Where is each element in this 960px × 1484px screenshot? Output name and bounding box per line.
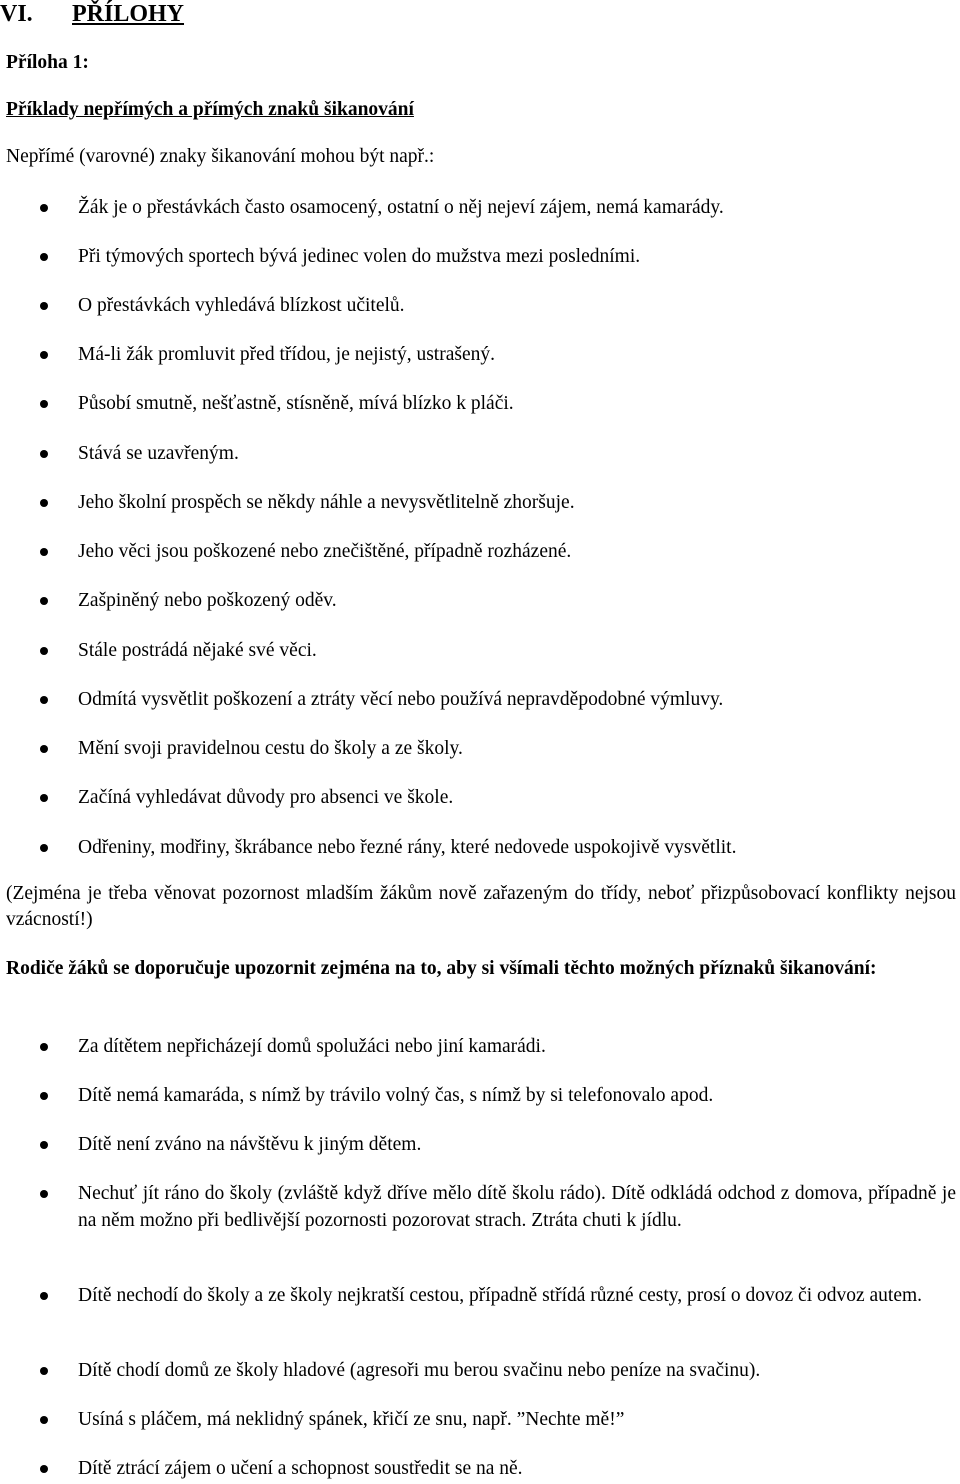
section-heading: [0, 1, 960, 31]
bullet-icon: [40, 647, 48, 655]
bullet-icon: [40, 499, 48, 507]
list-item-text: Dítě nemá kamaráda, s nímž by trávilo volný čas, s nímž by si telefonovalo apod.: [78, 1085, 714, 1106]
bullet-icon: [40, 351, 48, 359]
list-item-text: Nechuť jít ráno do školy (zvláště když dříve mělo dítě školu rádo). Dítě odkládá odchod z domova, případně je na něm možno při bedlivější pozornosti pozorovat strach. Ztráta chuti k jídlu.: [78, 1183, 956, 1231]
list-item-text: Odřeniny, modřiny, škrábance nebo řezné rány, které nedovede uspokojivě vysvětlit.: [78, 837, 737, 858]
bullet-icon: [40, 1092, 48, 1100]
list-item-text: Jeho věci jsou poškozené nebo znečištěné, případně rozházené.: [78, 541, 572, 562]
list-item-text: O přestávkách vyhledává blízkost učitelů.: [78, 295, 405, 316]
bullet-icon: [40, 745, 48, 753]
bullet-icon: [40, 253, 48, 261]
bullet-icon: [40, 597, 48, 605]
list-item-text: Dítě není zváno na návštěvu k jiným dětem.: [78, 1134, 422, 1155]
bullet-icon: [40, 1465, 48, 1473]
bullet-icon: [40, 696, 48, 704]
list-item-text: Jeho školní prospěch se někdy náhle a nevysvětlitelně zhoršuje.: [78, 492, 575, 513]
list-item-text: Dítě chodí domů ze školy hladové (agresoři mu berou svačinu nebo peníze na svačinu).: [78, 1360, 761, 1381]
list-item-text: Dítě nechodí do školy a ze školy nejkratší cestou, případně střídá různé cesty, prosí o dovoz či odvoz autem.: [78, 1285, 923, 1306]
bullet-icon: [40, 548, 48, 556]
bullet-icon: [40, 1141, 48, 1149]
list-item-text: Při týmových sportech bývá jedinec volen do mužstva mezi posledními.: [78, 246, 641, 267]
list-item-text: Začíná vyhledávat důvody pro absenci ve škole.: [78, 787, 454, 808]
bullet-icon: [40, 302, 48, 310]
bullet-icon: [40, 1043, 48, 1051]
appendix-title: Příklady nepřímých a přímých znaků šikanování: [6, 99, 414, 120]
bullet-icon: [40, 1190, 48, 1198]
appendix-label: Příloha 1:: [6, 52, 89, 73]
list-item-text: Žák je o přestávkách často osamocený, ostatní o něj nejeví zájem, nemá kamarády.: [78, 197, 724, 218]
bullet-icon: [40, 794, 48, 802]
note-paragraph: (Zejména je třeba věnovat pozornost mladším žákům nově zařazeným do třídy, neboť přizpůsobovací konflikty nejsou vzácností!): [6, 883, 956, 930]
bullet-icon: [40, 844, 48, 852]
bullet-icon: [40, 1367, 48, 1375]
list-item-text: Zašpiněný nebo poškozený oděv.: [78, 590, 337, 611]
list-item-text: Stává se uzavřeným.: [78, 443, 239, 464]
list-item-text: Odmítá vysvětlit poškození a ztráty věcí nebo používá nepravděpodobné výmluvy.: [78, 689, 724, 710]
list-item-text: Za dítětem nepřicházejí domů spolužáci nebo jiní kamarádi.: [78, 1036, 546, 1057]
list-item-text: Usíná s pláčem, má neklidný spánek, křičí ze snu, např. ”Nechte mě!”: [78, 1409, 625, 1430]
list-item-text: Působí smutně, nešťastně, stísněně, mívá blízko k pláči.: [78, 393, 514, 414]
bullet-icon: [40, 400, 48, 408]
bullet-icon: [40, 450, 48, 458]
parents-heading: Rodiče žáků se doporučuje upozornit zejména na to, aby si všímali těchto možných příznaků šikanování:: [6, 958, 877, 979]
bullet-icon: [40, 204, 48, 212]
bullet-icon: [40, 1292, 48, 1300]
section-number: VI.: [0, 1, 33, 27]
list-item-text: Dítě ztrácí zájem o učení a schopnost soustředit se na ně.: [78, 1458, 523, 1479]
list-item-text: Mění svoji pravidelnou cestu do školy a ze školy.: [78, 738, 463, 759]
list-item-text: Stále postrádá nějaké své věci.: [78, 640, 317, 661]
section-title: PŘÍLOHY: [72, 1, 185, 27]
bullet-icon: [40, 1416, 48, 1424]
list-item-text: Má-li žák promluvit před třídou, je nejistý, ustrašený.: [78, 344, 495, 365]
indirect-signs-heading: Nepřímé (varovné) znaky šikanování mohou být např.:: [6, 146, 435, 167]
